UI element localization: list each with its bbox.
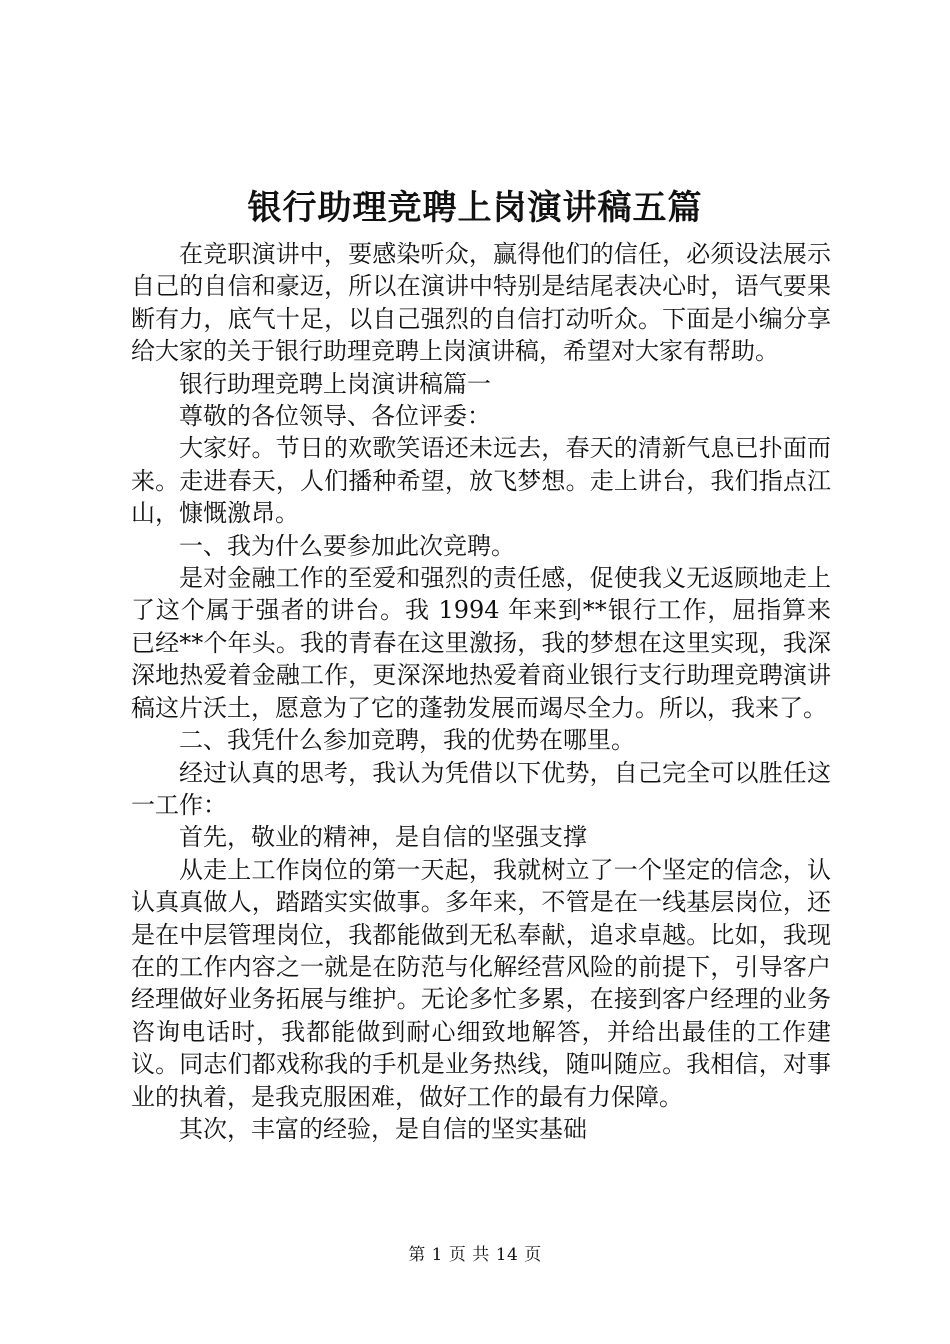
paragraph-second-advantage: 其次，丰富的经验，是自信的坚实基础 — [179, 1114, 587, 1143]
paragraph-point-two-body: 经过认真的思考，我认为凭借以下优势，自己完全可以胜任这一工作： — [131, 758, 831, 819]
page-footer: 第 1 页 共 14 页 — [408, 1245, 542, 1265]
paragraph-first-advantage: 首先，敬业的精神，是自信的坚强支撑 — [179, 823, 587, 852]
paragraph-point-one-body: 是对金融工作的至爱和强烈的责任感，促使我义无返顾地走上了这个属于强者的讲台。我 1994 年来到**银行工作，屈指算来已经**个年头。我的青春在这里激扬，我的梦想在这里实现，我深深地热爱着金融工作，更深深地热爱着商业银行支行助理竞聘演讲稿这片沃土，愿意为了它的蓬勃发展而竭尽全力。所以，我来了。 — [131, 564, 831, 722]
paragraph-greeting: 大家好。节日的欢歌笑语还未远去，春天的清新气息已扑面而来。走进春天，人们播种希望，放飞梦想。走上讲台，我们指点江山，慷慨激昂。 — [131, 434, 831, 528]
document-title: 银行助理竞聘上岗演讲稿五篇 — [247, 188, 703, 228]
paragraph-intro: 在竞职演讲中，要感染听众，赢得他们的信任，必须设法展示自己的自信和豪迈，所以在演讲中特别是结尾表决心时，语气要果断有力，底气十足，以自己强烈的自信打动听众。下面是小编分享给大家的关于银行助理竞聘上岗演讲稿，希望对大家有帮助。 — [131, 240, 831, 366]
paragraph-first-advantage-body: 从走上工作岗位的第一天起，我就树立了一个坚定的信念，认认真真做人，踏踏实实做事。多年来，不管是在一线基层岗位，还是在中层管理岗位，我都能做到无私奉献，追求卓越。比如，我现在的工作内容之一就是在防范与化解经营风险的前提下，引导客户经理做好业务拓展与维护。无论多忙多累，在接到客户经理的业务咨询电话时，我都能做到耐心细致地解答，并给出最佳的工作建议。同志们都戏称我的手机是业务热线，随叫随应。我相信，对事业的执着，是我克服困难，做好工作的最有力保障。 — [131, 855, 831, 1111]
paragraph-point-one-heading: 一、我为什么要参加此次竞聘。 — [179, 531, 515, 560]
paragraph-point-two-heading: 二、我凭什么参加竞聘，我的优势在哪里。 — [179, 726, 635, 755]
paragraph-section-heading: 银行助理竞聘上岗演讲稿篇一 — [179, 369, 491, 398]
document-body — [131, 238, 831, 1145]
paragraph-salutation: 尊敬的各位领导、各位评委： — [179, 402, 491, 431]
